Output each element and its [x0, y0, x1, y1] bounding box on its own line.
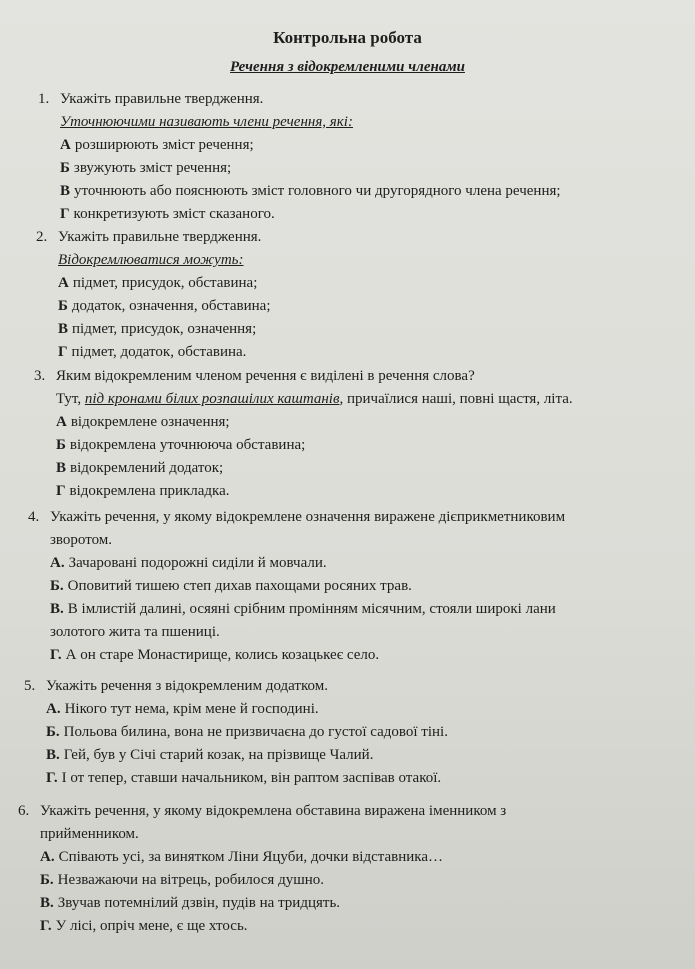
question-prompt-cont: прийменником. [40, 826, 139, 842]
question-prompt: Укажіть речення, у якому відокремлене означення виражене дієприкметниковим [50, 509, 566, 525]
option-a: А підмет, присудок, обставина; [58, 275, 258, 291]
question-lead: Уточнюючими називають члени речення, які: [60, 114, 353, 130]
page-subtitle: Речення з відокремленими членами [230, 59, 465, 75]
question-1 [38, 88, 658, 226]
option-v: В підмет, присудок, означення; [58, 321, 257, 337]
option-a: А. Зачаровані подорожні сиділи й мовчали. [50, 555, 327, 571]
option-g: Г відокремлена прикладка. [56, 483, 230, 499]
option-v-cont: золотого жита та пшениці. [50, 624, 220, 640]
question-number: 1. [38, 91, 50, 107]
question-6 [18, 800, 668, 938]
question-number: 6. [18, 803, 30, 819]
option-v: В відокремлений додаток; [56, 460, 224, 476]
option-v: В. Звучав потемнілий дзвін, пудів на тридцять. [40, 895, 341, 911]
question-4 [28, 506, 666, 667]
option-a: А. Співають усі, за винятком Ліни Яцуби, дочки відставника… [40, 849, 444, 865]
question-prompt: Яким відокремленим членом речення є виділені в речення слова? [56, 368, 475, 384]
question-number: 3. [34, 368, 46, 384]
option-g: Г. А он старе Монастирище, колись козацькеє село. [50, 647, 380, 663]
option-g: Г. І от тепер, ставши начальником, він раптом заспівав отакої. [46, 770, 442, 786]
question-5 [24, 675, 664, 790]
question-prompt-cont: зворотом. [50, 532, 113, 548]
option-a: А. Нікого тут нема, крім мене й господині. [46, 701, 319, 717]
option-b: Б відокремлена уточнююча обставина; [56, 437, 306, 453]
option-g: Г конкретизують зміст сказаного. [60, 206, 275, 222]
question-number: 2. [36, 229, 48, 245]
option-b: Б. Оповитий тишею степ дихав пахощами росяних трав. [50, 578, 412, 594]
option-b: Б. Незважаючи на вітрець, робилося душно. [40, 872, 325, 888]
question-prompt: Укажіть речення, у якому відокремлена обставина виражена іменником з [40, 803, 507, 819]
option-g: Г. У лісі, опріч мене, є ще хтось. [40, 918, 248, 934]
question-3 [34, 365, 664, 503]
question-prompt: Укажіть правильне твердження. [58, 229, 262, 245]
option-a: А розширюють зміст речення; [60, 137, 254, 153]
option-v: В уточнюють або пояснюють зміст головного чи другорядного члена речення; [60, 183, 561, 199]
highlighted-words: під кронами білих розпашілих каштанів [84, 391, 340, 407]
question-prompt: Укажіть речення з відокремленим додатком. [46, 678, 328, 694]
option-b: Б додаток, означення, обставина; [58, 298, 271, 314]
question-prompt: Укажіть правильне твердження. [60, 91, 264, 107]
question-number: 5. [24, 678, 36, 694]
option-v: В. В імлистій далині, осяяні срібним промінням місячним, стояли широкі лани [50, 601, 556, 617]
option-v: В. Гей, був у Січі старий козак, на прізвище Чалий. [46, 747, 374, 763]
question-number: 4. [28, 509, 40, 525]
question-2 [36, 226, 656, 364]
option-b: Б. Польова билина, вона не призвичаєна до густої садової тіні. [46, 724, 448, 740]
option-g: Г підмет, додаток, обставина. [58, 344, 247, 360]
question-sentence: Тут, під кронами білих розпашілих каштанів, причаїлися наші, повні щастя, літа. [56, 391, 573, 407]
option-a: А відокремлене означення; [56, 414, 230, 430]
option-b: Б звужують зміст речення; [60, 160, 232, 176]
question-lead: Відокремлюватися можуть: [58, 252, 244, 268]
page-title: Контрольна робота [273, 28, 422, 47]
